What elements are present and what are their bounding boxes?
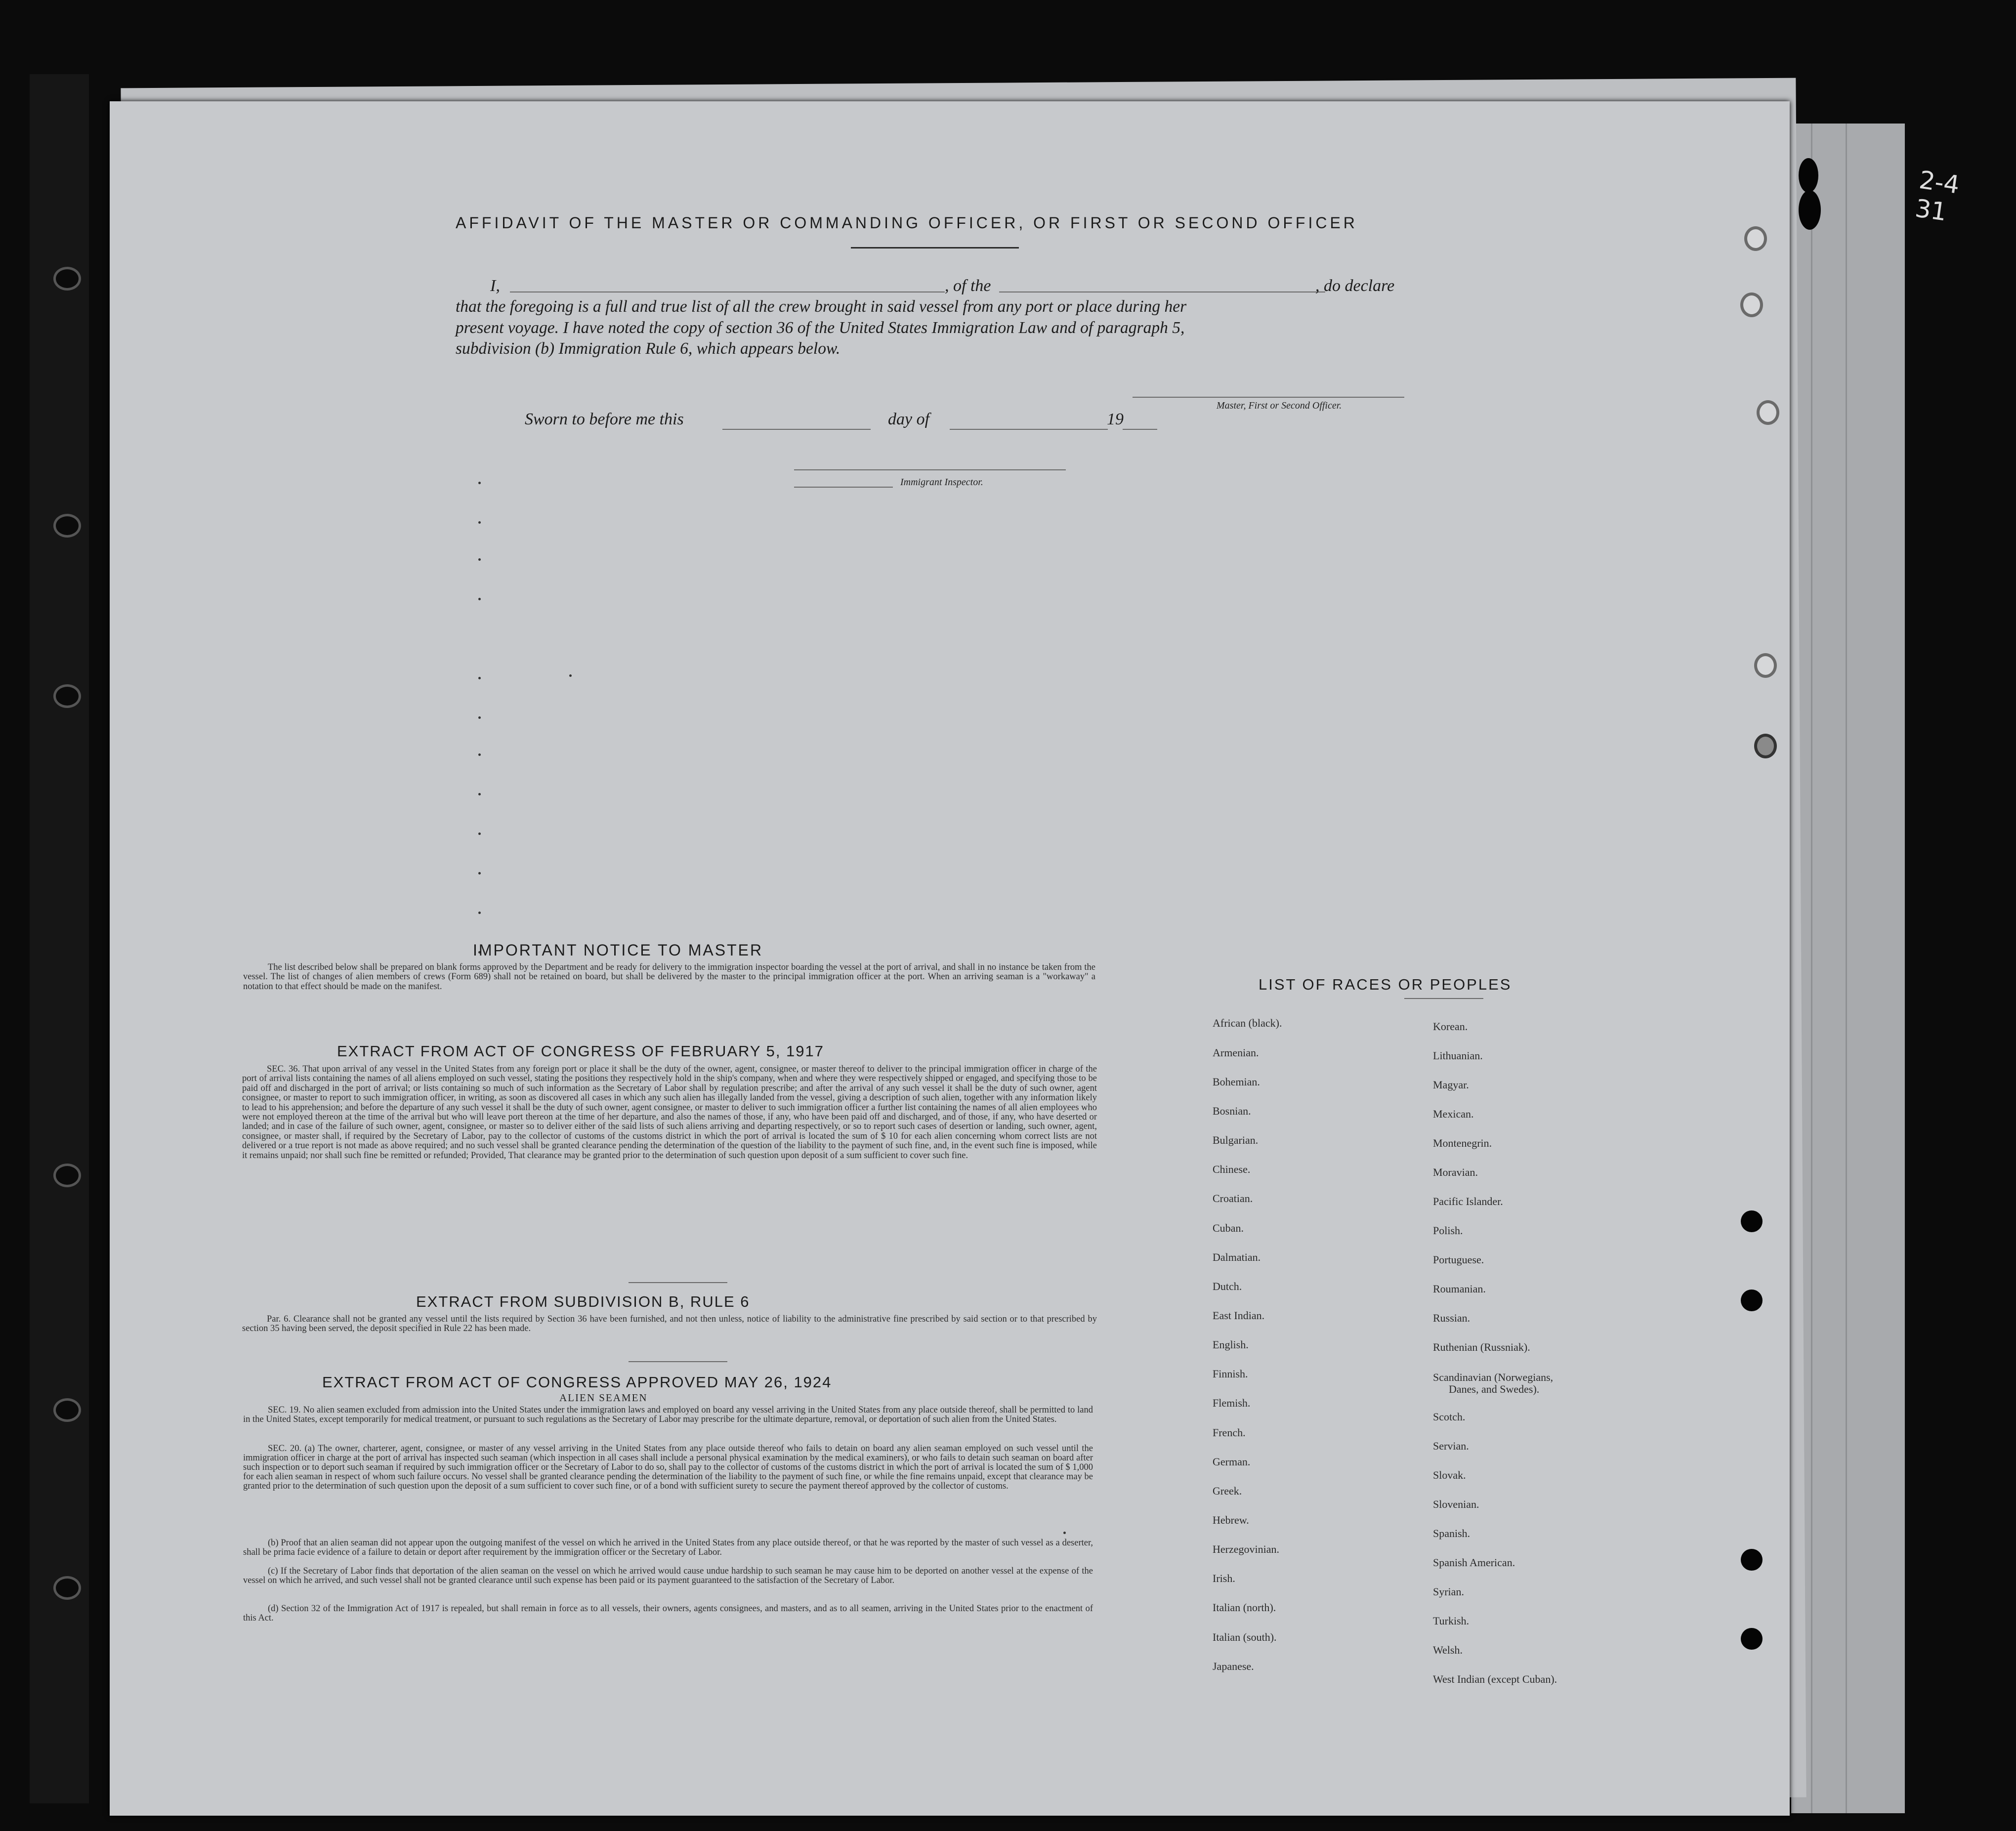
race-item: Flemish. bbox=[1213, 1397, 1251, 1409]
day-of-label: day of bbox=[888, 410, 930, 428]
section-divider bbox=[629, 1282, 727, 1283]
margin-dot bbox=[478, 912, 481, 914]
year-prefix: 19 bbox=[1107, 410, 1124, 428]
margin-dot bbox=[478, 716, 481, 719]
race-item: Moravian. bbox=[1433, 1166, 1478, 1178]
margin-dot bbox=[478, 598, 481, 600]
punch-hole bbox=[1757, 400, 1779, 425]
race-item: Polish. bbox=[1433, 1224, 1463, 1237]
races-title: LIST OF RACES OR PEOPLES bbox=[1259, 976, 1512, 993]
race-item: Korean. bbox=[1433, 1020, 1468, 1033]
race-item: Lithuanian. bbox=[1433, 1049, 1483, 1062]
race-item: Bulgarian. bbox=[1213, 1134, 1259, 1146]
binder-ring bbox=[53, 267, 81, 291]
inspector-line-2 bbox=[794, 487, 893, 488]
binder-ring bbox=[53, 1398, 81, 1422]
extract-1924-para4: (c) If the Secretary of Labor finds that deportation of the alien seaman on the vessel on which he arrived would cause undue hardship to such seaman he may cause him to be deported on another vessel at the expense of the vessel on which he arrived, and such vessel shall not be granted clearance until such expense has been paid or its payment guaranteed to the satisfaction of the Secretary of Labor. bbox=[243, 1566, 1093, 1585]
race-item: African (black). bbox=[1213, 1017, 1282, 1029]
race-item: Italian (south). bbox=[1213, 1631, 1277, 1643]
race-item: Armenian. bbox=[1213, 1046, 1259, 1059]
title-underline bbox=[851, 247, 1019, 249]
affidavit-of-the: , of the bbox=[945, 277, 991, 295]
inspector-caption: Immigrant Inspector. bbox=[900, 477, 983, 488]
race-item: Pacific Islander. bbox=[1433, 1195, 1503, 1207]
race-item: Greek. bbox=[1213, 1485, 1242, 1497]
race-item: West Indian (except Cuban). bbox=[1433, 1673, 1557, 1685]
binder-hole bbox=[1741, 1290, 1763, 1311]
binder-hole bbox=[1741, 1549, 1763, 1571]
race-item: Servian. bbox=[1433, 1440, 1469, 1452]
binder-ring bbox=[53, 514, 81, 538]
extract-1924-para2: SEC. 20. (a) The owner, charterer, agent, consignee, or master of any vessel arriving in the United States from any place outside thereof who fails to detain on board any alien seaman employed on such vessel until the immigration officer in charge at the port of arrival has inspected such seaman (which inspection in all cases shall include a personal physical examination by the medical examiners), or who fails to detain such seaman on board after such inspection or to deport such seaman if required by such immigration officer or the Secretary of Labor to do so, shall pay to the collector of customs of the customs district in which the port of arrival is located the sum of $ 1,000 for each alien seaman in respect of whom such failure occurs. No vessel shall be granted clearance pending the determination of the liability to the payment of such fine, or while the fine remains unpaid, except that clearance may be granted prior to the determination of such question upon the deposit of a sum sufficient to cover such fine, or of a bond with sufficient surety to secure the payment thereof approved by the collector of customs. bbox=[243, 1444, 1093, 1491]
race-item: Turkish. bbox=[1433, 1615, 1470, 1627]
race-item: Ruthenian (Russniak). bbox=[1433, 1341, 1530, 1353]
inspector-line bbox=[794, 469, 1066, 470]
race-item: Scotch. bbox=[1433, 1411, 1466, 1423]
section-divider bbox=[629, 1361, 727, 1362]
punch-hole bbox=[1740, 292, 1763, 317]
sworn-label: Sworn to before me this bbox=[525, 410, 684, 428]
extract-1924-para3: (b) Proof that an alien seaman did not appear upon the outgoing manifest of the vessel on which he arrived in the United States from any place outside thereof, or that he was reported by the master of such vessel as a deserter, shall be prima facie evidence of a failure to detain or deport after requirement by the immigration officer or the Secretary of Labor. bbox=[243, 1538, 1093, 1557]
margin-dot bbox=[478, 872, 481, 874]
affidavit-i: I, bbox=[490, 277, 500, 295]
margin-dot bbox=[1063, 1532, 1066, 1534]
affidavit-line3: present voyage. I have noted the copy of section 36 of the United States Immigration Law and of paragraph 5, bbox=[456, 319, 1185, 337]
extract-rule6-title: EXTRACT FROM SUBDIVISION B, RULE 6 bbox=[416, 1293, 750, 1310]
extract-1924-para1: SEC. 19. No alien seamen excluded from admission into the United States under the immigration laws and employed on board any vessel arriving in the United States from any place outside thereof, shall be permitted to land in the United States, except temporarily for medical treatment, or pursuant to such regulations as the Secretary of Labor may prescribe for the ultimate departure, removal, or deportation of such alien from the United States. bbox=[243, 1405, 1093, 1424]
affidavit-line2: that the foregoing is a full and true list of all the crew brought in said vessel from any port or place during her bbox=[456, 297, 1187, 316]
race-item: Chinese. bbox=[1213, 1163, 1251, 1175]
binder-hole bbox=[1741, 1628, 1763, 1650]
year-blank bbox=[1123, 429, 1157, 430]
margin-dot bbox=[569, 674, 572, 677]
race-item: Bosnian. bbox=[1213, 1105, 1251, 1117]
binder-ring bbox=[53, 1576, 81, 1600]
race-item: East Indian. bbox=[1213, 1309, 1265, 1322]
race-item: Magyar. bbox=[1433, 1079, 1469, 1091]
underlying-page-strip bbox=[1791, 124, 1905, 1813]
extract-1924-title: EXTRACT FROM ACT OF CONGRESS APPROVED MAY 26, 1924 bbox=[322, 1373, 832, 1391]
form-sheet bbox=[110, 101, 1790, 1816]
binder-hole bbox=[1799, 190, 1821, 230]
extract-1917-text: SEC. 36. That upon arrival of any vessel in the United States from any foreign port or place it shall be the duty of the owner, agent, consignee, or master thereof to deliver to the principal immigration officer in charge of the port of arrival lists containing the names of all aliens employed on such vessel, stating the positions they respectively hold in the ship's company, when and where they were respectively shipped or engaged, and specifying those to be paid off and discharged in the port of arrival; or lists containing so much of such information as the Secretary of Labor shall by regulation prescribe; and after the arrival of any such vessel it shall be the duty of such owner, agent consignee, or master to report to such immigration officer, in writing, as soon as discovered all cases in which any such alien has illegally landed from the vessel, giving a description of such alien, together with any information likely to lead to his apprehension; and before the departure of any such vessel it shall be the duty of such owner, agent consignee, or master to deliver to such immigration officer a further list containing the names of all alien employees who were not employed thereon at the time of the arrival but who will leave port thereon at the time of her departure, and also the names of those, if any, who have been paid off and discharged, and of those, if any, who have deserted or landed; and in case of the failure of such owner, agent, consignee, or master so to deliver either of the said lists of such aliens arriving and departing respectively, or so to report such cases of desertion or landing, such owner, agent, consignee, or master shall, if required by the Secretary of Labor, pay to the collector of customs of the customs district in which the port of arrival is located the sum of $ 10 for each alien concerning whom correct lists are not delivered or a true report is not made as above required; and no such vessel shall be granted clearance pending the determination of the question of the liability to the payment of such fine, and, in the event such fine is imposed, while it remains unpaid; nor shall such fine be remitted or refunded; Provided, That clearance may be granted prior to the determination of such question upon deposit of a sum sufficient to cover such fine. bbox=[242, 1064, 1097, 1161]
race-item: Roumanian. bbox=[1433, 1283, 1486, 1295]
race-item: Portuguese. bbox=[1433, 1253, 1484, 1266]
punch-hole bbox=[1754, 734, 1777, 758]
race-item: Danes, and Swedes). bbox=[1449, 1383, 1540, 1395]
margin-dot bbox=[478, 832, 481, 835]
margin-dot bbox=[478, 521, 481, 524]
notice-text: The list described below shall be prepared on blank forms approved by the Department and be ready for delivery to the immigration inspector boarding the vessel at the port of arrival, and shall in no instance be taken from the vessel. The list of changes of alien members of crews (Form 689) shall not be retained on board, but shall be delivered by the master to the principal immigration officer at the port. When an arriving seaman is a "workaway" a notation to that effect should be made on the manifest. bbox=[243, 962, 1095, 992]
race-item: Slovak. bbox=[1433, 1469, 1466, 1481]
race-item: Japanese. bbox=[1213, 1660, 1254, 1672]
race-item: Hebrew. bbox=[1213, 1514, 1249, 1526]
race-item: Welsh. bbox=[1433, 1644, 1463, 1656]
signature-caption: Master, First or Second Officer. bbox=[1217, 400, 1342, 411]
race-item: Scandinavian (Norwegians, bbox=[1433, 1371, 1554, 1383]
extract-rule6-text: Par. 6. Clearance shall not be granted any vessel until the lists required by Section 36 have been furnished, and not then unless, notice of liability to the administrative fine prescribed by said section or to that prescribed by section 35 having been served, the deposit specified in Rule 22 has been made. bbox=[242, 1314, 1097, 1334]
binder-hole bbox=[1741, 1210, 1763, 1232]
name-blank bbox=[510, 291, 945, 292]
race-item: Syrian. bbox=[1433, 1585, 1464, 1598]
race-item: Croatian. bbox=[1213, 1192, 1253, 1205]
margin-dot bbox=[478, 753, 481, 756]
binder-edge bbox=[30, 74, 89, 1803]
race-item: Irish. bbox=[1213, 1572, 1235, 1584]
affidavit-title: AFFIDAVIT OF THE MASTER OR COMMANDING OFFICER, OR FIRST OR SECOND OFFICER bbox=[456, 214, 1358, 232]
race-item: Spanish American. bbox=[1433, 1556, 1515, 1569]
month-blank bbox=[950, 429, 1108, 430]
margin-dot bbox=[478, 482, 481, 484]
race-item: Italian (north). bbox=[1213, 1601, 1276, 1614]
extract-1917-title: EXTRACT FROM ACT OF CONGRESS OF FEBRUARY 5, 1917 bbox=[337, 1042, 825, 1060]
race-item: Herzegovinian. bbox=[1213, 1543, 1279, 1555]
race-item: Bohemian. bbox=[1213, 1076, 1260, 1088]
binder-hole bbox=[1799, 158, 1818, 193]
signature-line bbox=[1133, 397, 1404, 398]
race-item: English. bbox=[1213, 1338, 1249, 1351]
race-item: Mexican. bbox=[1433, 1108, 1474, 1120]
race-item: German. bbox=[1213, 1456, 1251, 1468]
margin-dot bbox=[478, 558, 481, 561]
punch-hole bbox=[1744, 226, 1767, 251]
extract-1924-subtitle: ALIEN SEAMEN bbox=[559, 1392, 648, 1404]
race-item: Dalmatian. bbox=[1213, 1251, 1261, 1263]
vessel-blank bbox=[999, 291, 1325, 292]
races-underline bbox=[1404, 998, 1483, 999]
race-item: Spanish. bbox=[1433, 1527, 1470, 1540]
sworn-blank bbox=[722, 429, 871, 430]
handwritten-margin-note: 2-4 31 bbox=[1913, 165, 1962, 227]
extract-1924-para5: (d) Section 32 of the Immigration Act of 1917 is repealed, but shall remain in force as to all vessels, their owners, agents consignees, and masters, and as to all seamen, arriving in the United States prior to the enactment of this Act. bbox=[243, 1604, 1093, 1623]
affidavit-declare: , do declare bbox=[1315, 277, 1395, 295]
margin-dot bbox=[478, 793, 481, 795]
race-item: Cuban. bbox=[1213, 1222, 1244, 1234]
notice-title: IMPORTANT NOTICE TO MASTER bbox=[473, 941, 763, 959]
affidavit-line4: subdivision (b) Immigration Rule 6, which appears below. bbox=[456, 339, 840, 358]
race-item: French. bbox=[1213, 1426, 1246, 1439]
race-item: Russian. bbox=[1433, 1312, 1470, 1324]
punch-hole bbox=[1754, 653, 1777, 678]
race-item: Montenegrin. bbox=[1433, 1137, 1492, 1149]
race-item: Dutch. bbox=[1213, 1280, 1242, 1292]
margin-dot bbox=[478, 677, 481, 679]
race-item: Finnish. bbox=[1213, 1368, 1248, 1380]
binder-ring bbox=[53, 1164, 81, 1187]
race-item: Slovenian. bbox=[1433, 1498, 1479, 1510]
binder-ring bbox=[53, 684, 81, 708]
